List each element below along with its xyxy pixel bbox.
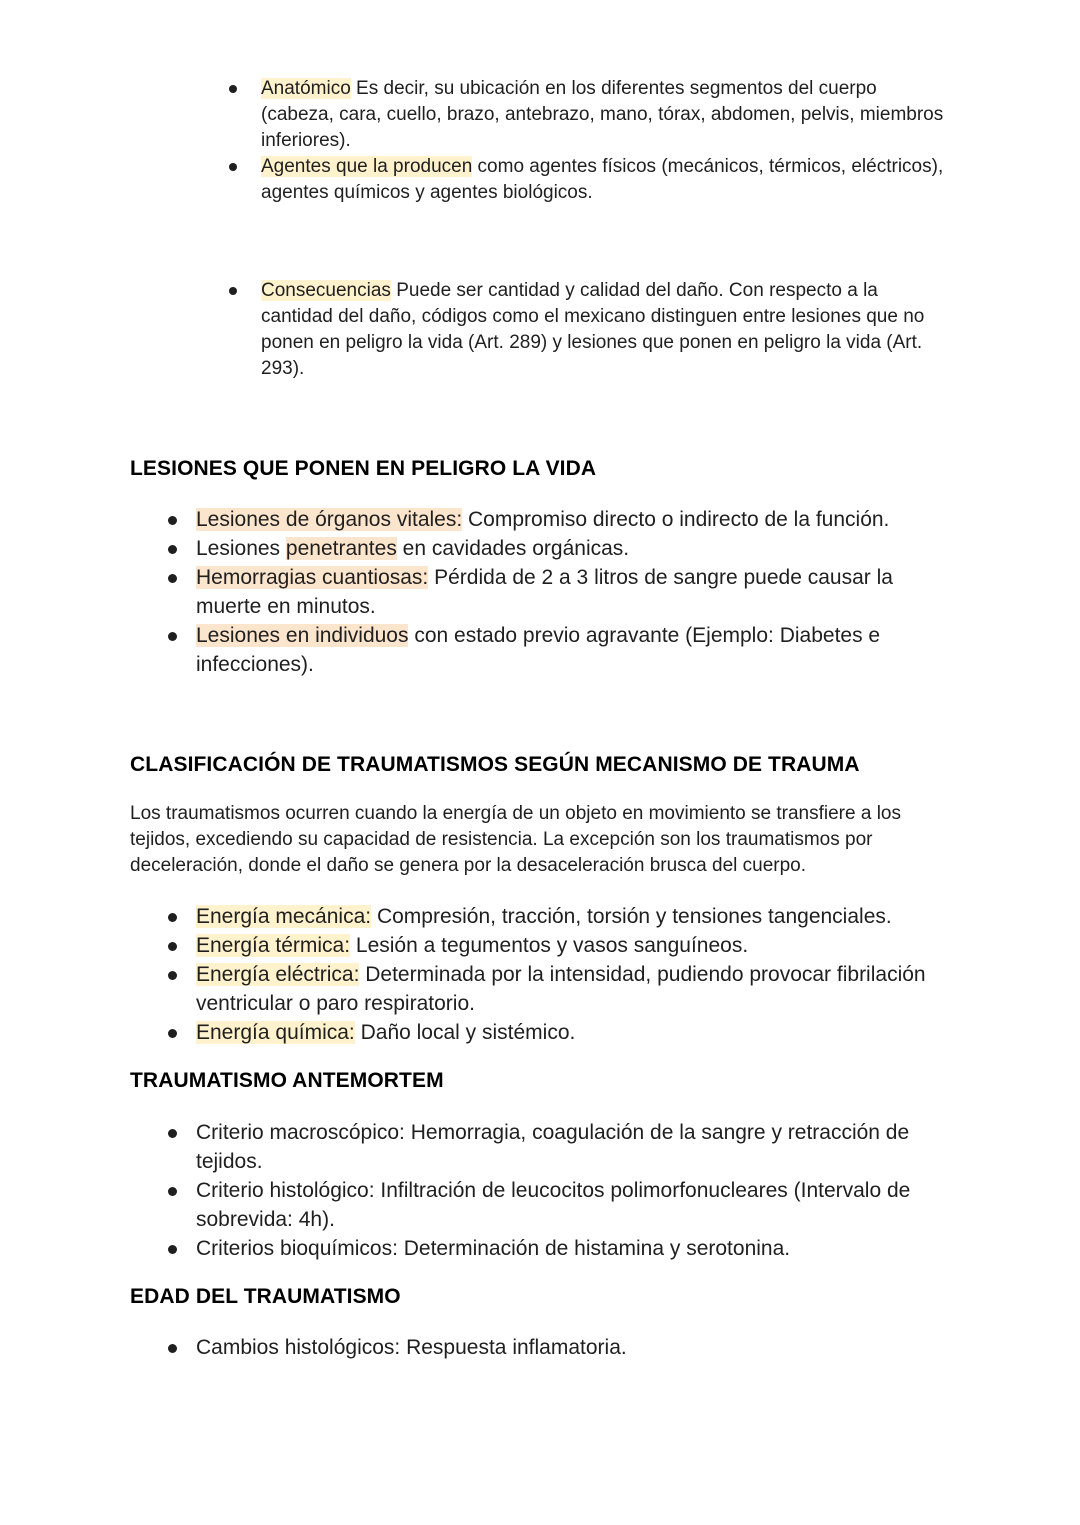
list-item: Criterios bioquímicos: Determinación de histamina y serotonina.: [164, 1234, 954, 1263]
item-text: en cavidades orgánicas.: [396, 537, 630, 560]
item-text: Compresión, tracción, torsión y tensiones tangenciales.: [371, 905, 892, 928]
clasificacion-list: [229, 76, 949, 206]
section-paragraph: Los traumatismos ocurren cuando la energía de un objeto en movimiento se transfiere a los tejidos, excediendo su capacidad de resistencia. La excepción son los traumatismos por deceleración, donde el daño se genera por la desaceleración brusca del cuerpo.: [130, 803, 901, 876]
highlighted-term: Energía química:: [196, 1021, 355, 1044]
list-item: [229, 278, 949, 382]
edad-list: [164, 1333, 954, 1362]
list-item: [229, 76, 949, 154]
item-text: Daño local y sistémico.: [354, 1021, 576, 1044]
item-text: Compromiso directo o indirecto de la función.: [462, 508, 890, 531]
highlighted-term: Consecuencias: [261, 280, 391, 301]
item-text: Determinada por la intensidad, pudiendo provocar fibrilación ventricular o paro respiratorio.: [196, 963, 926, 1015]
list-item: [164, 960, 954, 1018]
item-prefix: Lesiones: [196, 537, 286, 560]
item-text: Puede ser cantidad y calidad del daño. Con respecto a la cantidad del daño, códigos como el mexicano distinguen entre lesiones que no ponen en peligro la vida (Art. 289) y lesiones que ponen en peligro la vida (Art. 293).: [261, 280, 925, 379]
item-text: Lesión a tegumentos y vasos sanguíneos.: [350, 934, 749, 957]
list-item: [164, 931, 954, 960]
list-item: [229, 154, 949, 206]
section-heading: EDAD DEL TRAUMATISMO: [130, 1285, 401, 1308]
list-item: [164, 621, 954, 679]
lesiones-list: [164, 505, 954, 679]
list-item: Cambios histológicos: Respuesta inflamatoria.: [164, 1333, 954, 1362]
highlighted-term: Hemorragias cuantiosas:: [196, 566, 429, 589]
highlighted-term: Lesiones en individuos: [196, 624, 409, 647]
highlighted-term: Energía mecánica:: [196, 905, 372, 928]
list-item: [164, 505, 954, 534]
highlighted-term: Energía eléctrica:: [196, 963, 360, 986]
highlighted-term: Energía térmica:: [196, 934, 351, 957]
section-heading: CLASIFICACIÓN DE TRAUMATISMOS SEGÚN MECANISMO DE TRAUMA: [130, 753, 860, 776]
consecuencias-list: [229, 278, 949, 382]
item-text: Pérdida de 2 a 3 litros de sangre puede causar la muerte en minutos.: [196, 566, 893, 618]
energia-list: [164, 902, 954, 1047]
list-item: Criterio macroscópico: Hemorragia, coagulación de la sangre y retracción de tejidos.: [164, 1118, 954, 1176]
list-item: [164, 563, 954, 621]
highlighted-term: penetrantes: [285, 537, 397, 560]
highlighted-term: Anatómico: [261, 78, 351, 99]
item-text: como agentes físicos (mecánicos, térmicos, eléctricos), agentes químicos y agentes biológicos.: [261, 156, 944, 203]
list-item: [164, 1018, 954, 1047]
highlighted-term: Lesiones de órganos vitales:: [196, 508, 463, 531]
list-item: Criterio histológico: Infiltración de leucocitos polimorfonucleares (Intervalo de sobrevida: 4h).: [164, 1176, 954, 1234]
highlighted-term: Agentes que la producen: [261, 156, 473, 177]
item-text: con estado previo agravante (Ejemplo: Diabetes e infecciones).: [196, 624, 881, 676]
item-text: Es decir, su ubicación en los diferentes segmentos del cuerpo (cabeza, cara, cuello, brazo, antebrazo, mano, tórax, abdomen, pelvis, miembros inferiores).: [261, 78, 944, 151]
list-item: [164, 534, 954, 563]
section-heading: LESIONES QUE PONEN EN PELIGRO LA VIDA: [130, 457, 597, 480]
antemortem-list: [164, 1118, 954, 1263]
list-item: [164, 902, 954, 931]
section-heading: TRAUMATISMO ANTEMORTEM: [130, 1069, 444, 1092]
